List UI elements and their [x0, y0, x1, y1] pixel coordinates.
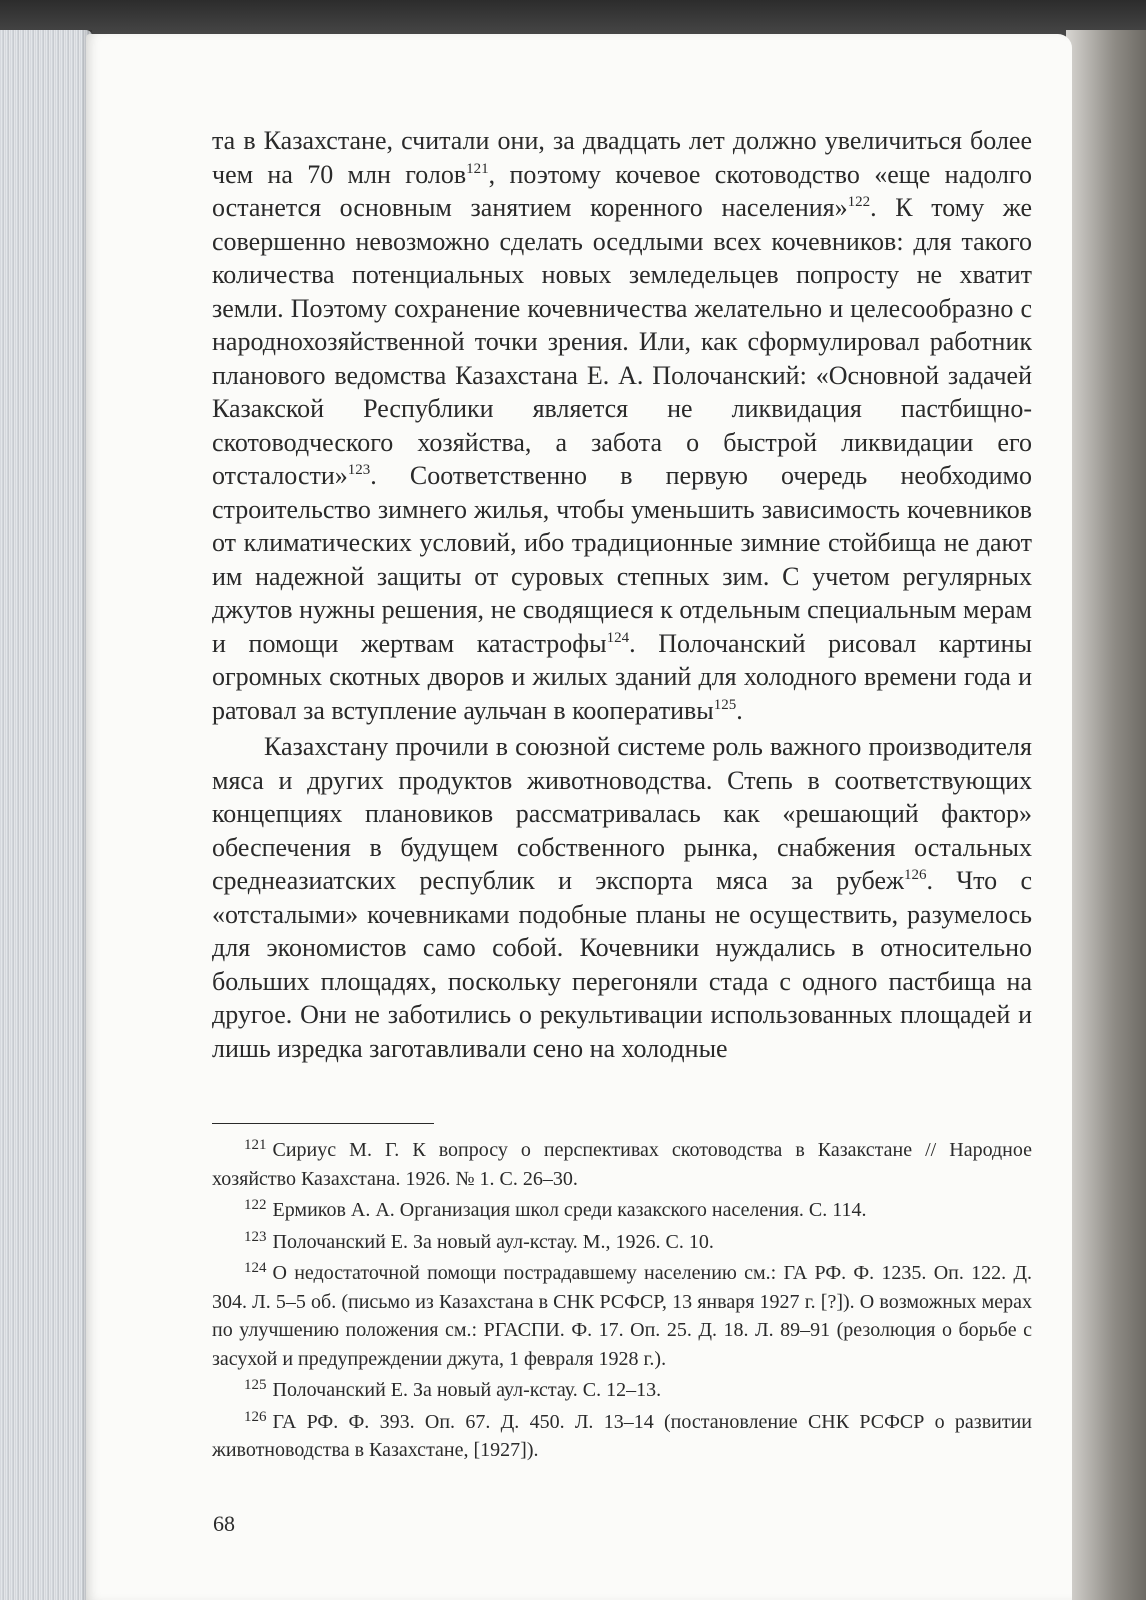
footnote-ref-122[interactable]: 122 [847, 194, 871, 210]
text-run: . Что с «отсталыми» кочевниками подобные планы не осуществить, разумелось для экономистов само собой. Кочевники нуждались в относительно больших площадях, поскольку перегоняли стада с одного пастбища на другое. Они не заботились о рекультивации использованных площадей и лишь изредка заготавливали сено на холодные [212, 866, 1032, 1063]
page-number: 68 [213, 1511, 235, 1536]
text-run: . [736, 695, 743, 725]
footnote-124 [212, 1259, 1032, 1373]
stacked-page-edges [0, 30, 92, 1600]
footnote-separator [212, 1123, 434, 1124]
footnote-text: ГА РФ. Ф. 393. Оп. 67. Д. 450. Л. 13–14 (постановление СНК РСФСР о развитии животноводства в Казахстане, [1927]). [212, 1410, 1032, 1461]
footnotes [212, 1136, 1032, 1468]
footnote-number: 124 [244, 1260, 267, 1276]
text-run: . Соответственно в первую очередь необходимо строительство зимнего жилья, чтобы уменьшить зависимость кочевников от климатических условий, ибо традиционные зимние стойбища не дают им надежной защиты от суровых степных зим. С учетом регулярных джутов нужны решения, не сводящиеся к отдельным специальным мерам и помощи жертвам катастрофы [212, 461, 1032, 658]
footnote-ref-125[interactable]: 125 [713, 696, 737, 713]
footnote-number: 126 [244, 1408, 267, 1425]
footnote-ref-121[interactable]: 121 [466, 160, 489, 177]
text-run: та в Казахстане, считали они, за двадцать лет должно увеличиться более чем на 70 млн голов [212, 126, 1032, 189]
footnote-text: Полочанский Е. За новый аул-кстау. М., 1926. С. 10. [272, 1230, 714, 1253]
facing-page-shadow [1066, 30, 1146, 1600]
footnote-number: 125 [244, 1377, 267, 1393]
text-run: , поэтому кочевое скотоводство «еще надолго останется основным занятием коренного населения» [212, 159, 1033, 222]
text-run: . Полочанский рисовал картины огромных скотных дворов и жилых зданий для холодного времени года и ратовал за вступление аульчан в кооперативы [212, 628, 1032, 725]
footnote-ref-124[interactable]: 124 [606, 629, 630, 646]
footnote-number: 122 [244, 1197, 267, 1213]
footnote-number: 123 [244, 1228, 267, 1245]
footnote-number: 121 [244, 1137, 267, 1153]
main-text [212, 124, 1032, 1065]
footnote-ref-123[interactable]: 123 [347, 462, 371, 478]
text-run: Казахстану прочили в союзной системе роль важного производителя мяса и других продуктов животноводства. Степь в соответствующих концепциях плановиков рассматривалась как «решающий фактор» обеспечения в будущем собственного рынка, снабжения остальных среднеазиатских республик и экспорта мяса за рубеж [212, 732, 1032, 895]
footnote-123 [212, 1228, 1032, 1257]
footnote-125 [212, 1376, 1032, 1405]
paragraph [212, 124, 1032, 727]
footnote-text: О недостаточной помощи пострадавшему населению см.: ГА РФ. Ф. 1235. Оп. 122. Д. 304. Л. 5–5 об. (письмо из Казахстана в СНК РСФСР, 13 января 1927 г. [?]). О возможных мерах по улучшению положения см.: РГАСПИ. Ф. 17. Оп. 25. Д. 18. Л. 89–91 (резолюция о борьбе с засухой и предупреждении джута, 1 февраля 1928 г.). [212, 1262, 1032, 1370]
paragraph [212, 730, 1032, 1065]
footnote-126 [212, 1408, 1032, 1465]
text-run: . К тому же совершенно невозможно сделать оседлыми всех кочевников: для такого количества потенциальных новых земледельцев попросту не хватит земли. Поэтому сохранение кочевничества желательно и целесообразно с народнохозяйственной точки зрения. Или, как сформулировал работник планового ведомства Казахстана Е. А. Полочанский: «Основной задачей Казакской Республики является не ликвидация пастбищно-скотоводческого хозяйства, а забота о быстрой ликвидации его отсталости» [212, 193, 1032, 490]
footnote-text: Сириус М. Г. К вопросу о перспективах скотоводства в Казакстане // Народное хозяйство Казахстана. 1926. № 1. С. 26–30. [212, 1139, 1032, 1190]
footnote-text: Ермиков А. А. Организация школ среди казакского населения. С. 114. [272, 1199, 867, 1221]
footnote-122 [212, 1196, 1032, 1225]
footnote-121 [212, 1136, 1032, 1193]
footnote-text: Полочанский Е. За новый аул-кстау. С. 12–13. [272, 1379, 662, 1401]
footnote-ref-126[interactable]: 126 [903, 867, 927, 883]
